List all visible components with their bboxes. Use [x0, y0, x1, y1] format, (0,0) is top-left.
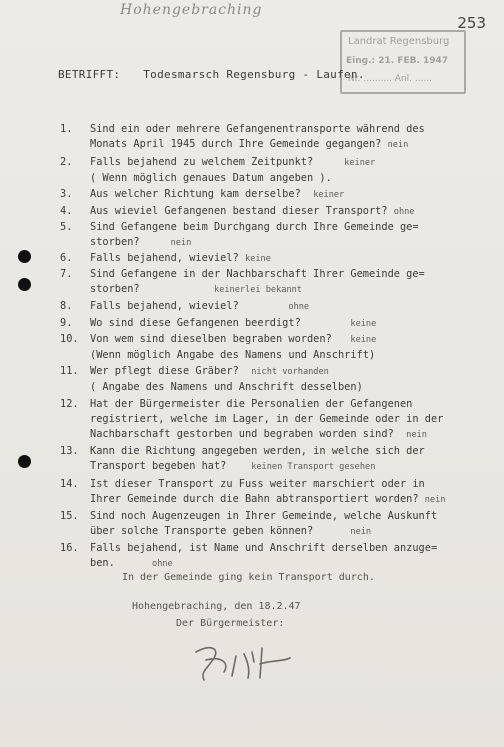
question-line: Wo sind diese Gefangenen beerdigt?: [90, 317, 301, 329]
question-text: [90, 477, 445, 508]
question-line: Nachbarschaft gestorben und begraben worden sind?: [90, 428, 394, 440]
question-number: 15.: [60, 510, 79, 522]
punch-hole: [18, 278, 31, 291]
question-line: Kann die Richtung angegeben werden, in welche sich der: [90, 445, 425, 457]
answer-text: keiner: [313, 190, 345, 200]
question-number: 12.: [60, 398, 79, 410]
question-number: 3.: [60, 188, 73, 200]
question-number: 1.: [60, 123, 73, 135]
question-number: 16.: [60, 542, 79, 554]
answer-text: nein: [350, 527, 372, 537]
answer-text: keiner: [344, 158, 376, 168]
question-line: Von wem sind dieselben begraben worden?: [90, 333, 332, 345]
question-number: 11.: [60, 365, 79, 377]
question-text: [90, 397, 443, 443]
question-line: über solche Transporte geben können?: [90, 525, 314, 537]
question-number: 10.: [60, 333, 79, 345]
question-line: Falls bejahend, wieviel?: [90, 252, 239, 264]
question-text: [90, 251, 271, 267]
answer-text: nein: [170, 238, 192, 248]
question-number: 14.: [60, 478, 79, 490]
question-text: [90, 444, 425, 475]
signature: [190, 642, 300, 684]
question-line: storben?: [90, 236, 140, 248]
signatory-title: Der Bürgermeister:: [176, 618, 285, 629]
question-text: [90, 316, 376, 332]
question-number: 9.: [60, 317, 73, 329]
question-line: ben.: [90, 557, 115, 569]
question-text: [90, 299, 309, 315]
question-line: Falls bejahend, wieviel?: [90, 300, 239, 312]
question-text: [90, 267, 425, 298]
answer-text: nein: [406, 430, 427, 440]
answer-text: keinerlei bekannt: [214, 285, 302, 295]
question-line: Ihrer Gemeinde durch die Bahn abtransportiert worden?: [90, 493, 419, 505]
answer-text: keinen Transport gesehen: [251, 462, 376, 472]
question-number: 4.: [60, 205, 73, 217]
question-line: Falls bejahend zu welchem Zeitpunkt?: [90, 156, 314, 168]
question-line: Wer pflegt diese Gräber?: [90, 365, 239, 377]
question-text: [90, 541, 437, 572]
answer-text: ohne: [152, 559, 173, 569]
question-line: Sind noch Augenzeugen in Ihrer Gemeinde, welche Auskunft: [90, 510, 438, 522]
question-line: Aus welcher Richtung kam derselbe?: [90, 188, 301, 200]
question-line: Transport begeben hat?: [90, 460, 227, 472]
punch-hole: [18, 250, 31, 263]
question-line: ( Angabe des Namens und Anschrift desselben): [90, 381, 363, 393]
question-text: [90, 187, 344, 203]
subject-text: Todesmarsch Regensburg - Laufen.: [143, 68, 365, 81]
question-number: 6.: [60, 252, 73, 264]
question-line: Falls bejahend, ist Name und Anschrift derselben anzuge=: [90, 542, 438, 554]
answer-text: nein: [424, 495, 446, 505]
question-line: Sind Gefangene in der Nachbarschaft Ihrer Gemeinde ge=: [90, 268, 425, 280]
question-text: [90, 509, 437, 540]
question-text: [90, 220, 419, 251]
question-line: ( Wenn möglich genaues Datum angeben ).: [90, 172, 332, 184]
question-text: [90, 204, 414, 220]
question-line: storben?: [90, 283, 140, 295]
question-text: [90, 122, 425, 153]
punch-hole: [18, 455, 31, 468]
question-line: registriert, welche im Lager, in der Gemeinde oder in der: [90, 413, 444, 425]
subject-line: [58, 68, 365, 81]
answer-text: keine: [245, 254, 271, 264]
answer-text: keine: [350, 319, 377, 329]
question-number: 5.: [60, 221, 73, 233]
question-line: Aus wieviel Gefangenen bestand dieser Transport?: [90, 205, 388, 217]
answer-text: ohne: [288, 302, 310, 312]
question-text: [90, 155, 375, 186]
question-line: Sind ein oder mehrere Gefangenentransporte während des: [90, 123, 425, 135]
question-text: [90, 332, 376, 363]
question-line: Sind Gefangene beim Durchgang durch Ihre Gemeinde ge=: [90, 221, 419, 233]
question-number: 2.: [60, 156, 73, 168]
closing-note: In der Gemeinde ging kein Transport durch.: [122, 572, 375, 583]
page-number: 253: [457, 14, 486, 32]
place-and-date: Hohengebraching, den 18.2.47: [132, 601, 301, 612]
question-line: (Wenn möglich Angabe des Namens und Anschrift): [90, 349, 376, 361]
question-text: [90, 364, 363, 395]
subject-label: BETRIFFT:: [58, 68, 121, 81]
answer-text: keine: [350, 335, 377, 345]
question-line: Hat der Bürgermeister die Personalien der Gefangenen: [90, 398, 413, 410]
question-number: 8.: [60, 300, 73, 312]
stamp-number: Nr. .......... Anl. ......: [348, 74, 433, 84]
answer-text: nicht vorhanden: [251, 367, 329, 377]
answer-text: ohne: [393, 207, 415, 217]
stamp-date: Eing.: 21. FEB. 1947: [346, 56, 449, 66]
answer-text: nein: [387, 140, 409, 150]
question-number: 13.: [60, 445, 79, 457]
handwritten-place-name: Hohengebraching: [120, 2, 263, 18]
receipt-stamp: [340, 30, 466, 94]
question-number: 7.: [60, 268, 73, 280]
stamp-office: Landrat Regensburg: [348, 36, 450, 47]
question-line: Monats April 1945 durch Ihre Gemeinde gegangen?: [90, 138, 382, 150]
question-line: Ist dieser Transport zu Fuss weiter marschiert oder in: [90, 478, 425, 490]
